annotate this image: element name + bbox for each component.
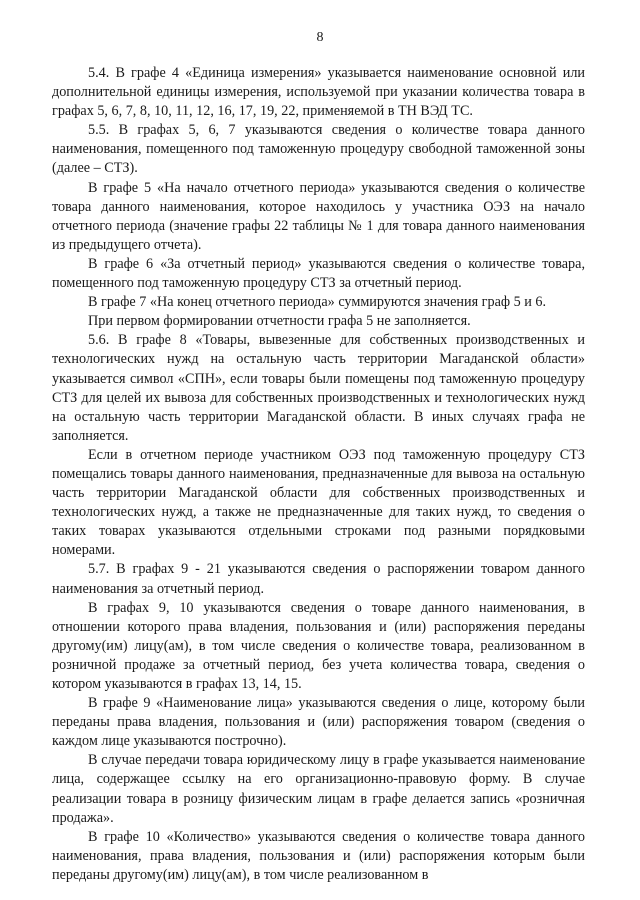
paragraph-5-7: 5.7. В графах 9 - 21 указываются сведения о распоряжении товаром данного наименования за отчетный период. xyxy=(52,561,585,597)
paragraph-column-5: В графе 5 «На начало отчетного периода» указываются сведения о количестве товара данного наименования, которое находилось у участника ОЭЗ на начало отчетного периода (значение графы 22 таблицы № 1 для товара данного наименования из предыдущего отчета). xyxy=(52,179,585,253)
document-body xyxy=(52,64,585,885)
paragraph-5-4: 5.4. В графе 4 «Единица измерения» указывается наименование основной или дополнительной единицы измерения, используемой при указании количества товара в графах 5, 6, 7, 8, 10, 11, 12, 16, 17, 19, 22, применяемой в ТН ВЭД ТС. xyxy=(52,65,585,120)
paragraph-first-report: При первом формировании отчетности графа 5 не заполняется. xyxy=(88,313,471,330)
paragraph-column-6: В графе 6 «За отчетный период» указываются сведения о количестве товара, помещенного под таможенную процедуру СТЗ за отчетный период. xyxy=(52,255,585,292)
paragraph-column-7: В графе 7 «На конец отчетного периода» суммируются значения граф 5 и 6. xyxy=(88,294,547,311)
paragraph-separate-rows: Если в отчетном периоде участником ОЭЗ под таможенную процедуру СТЗ помещались товары данного наименования, предназначенные для вывоза на остальную часть территории Магаданской области для собственных производственных и технологических нужд, а также не предназначенные для таких нужд, то сведения о таких товарах указываются отдельными строками под разными порядковыми номерами. xyxy=(52,446,585,559)
paragraph-5-6: 5.6. В графе 8 «Товары, вывезенные для собственных производственных и технологических нужд на остальную часть территории Магаданской области» указывается символ «СПН», если товары были помещены под таможенную процедуру СТЗ для целей их вывоза для собственных производственных и технологических нужд на остальную часть территории Магаданской области. В иных случаях графа не заполняется. xyxy=(52,332,585,444)
paragraph-column-9: В графе 9 «Наименование лица» указываются сведения о лице, которому были переданы права владения, пользования и (или) распоряжения товаром (сведения о каждом лице указываются построчно). xyxy=(52,695,585,750)
page-number: 8 xyxy=(316,30,324,45)
paragraph-5-5: 5.5. В графах 5, 6, 7 указываются сведения о количестве товара данного наименования, помещенного под таможенную процедуру свободной таможенной зоны (далее – СТЗ). xyxy=(52,122,585,177)
paragraph-columns-9-10: В графах 9, 10 указываются сведения о товаре данного наименования, в отношении которого права владения, пользования и (или) распоряжения переданы другому(им) лицу(ам), в том числе сведения о количестве товара, реализованном в розничной продаже за отчетный период, без учета количества товара, сведения о котором указываются в графах 13, 14, 15. xyxy=(52,599,585,692)
paragraph-legal-entity: В случае передачи товара юридическому лицу в графе указывается наименование лица, содержащее ссылку на его организационно-правовую форму. В случае реализации товара в розницу физическим лицам в графе делается запись «розничная продажа». xyxy=(52,752,585,826)
paragraph-column-10: В графе 10 «Количество» указываются сведения о количестве товара данного наименования, права владения, пользования и (или) распоряжения которым были переданы другому(им) лицу(ам), в том числе реализованном в xyxy=(52,828,585,883)
